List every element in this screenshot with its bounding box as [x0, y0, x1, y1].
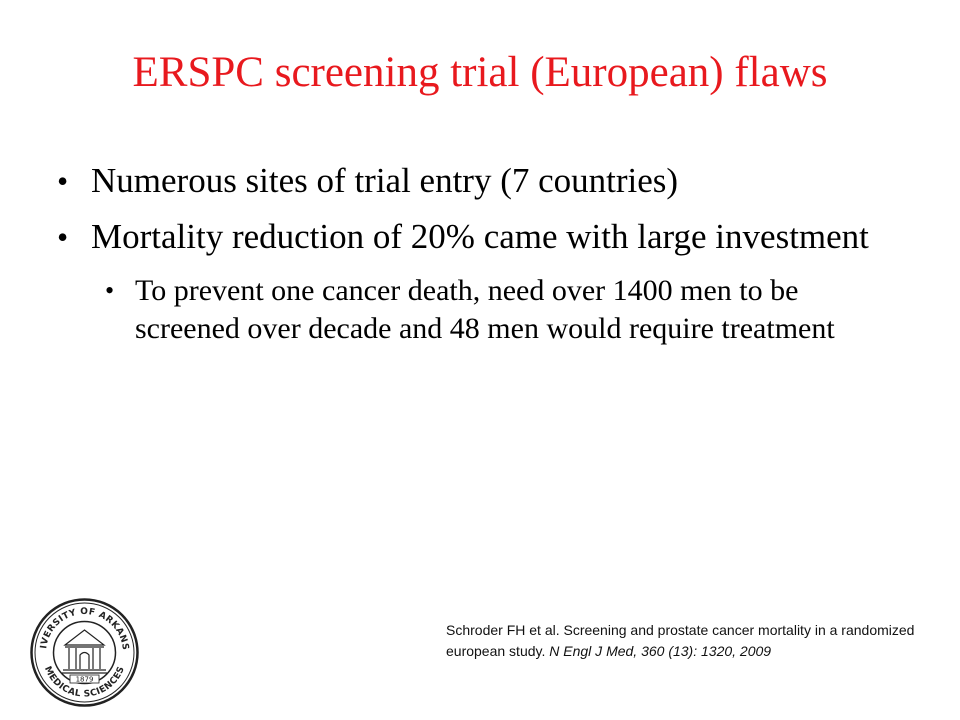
- citation-text: Schroder FH et al. Screening and prostate cancer mortality in a randomized european study.: [446, 622, 915, 659]
- bullet-text: Numerous sites of trial entry (7 countries): [91, 161, 679, 200]
- seal-bottom-text: MEDICAL SCIENCES: [42, 664, 127, 700]
- slide-title: ERSPC screening trial (European) flaws: [132, 49, 828, 96]
- citation: [446, 620, 926, 662]
- seal-year: 1879: [75, 675, 94, 684]
- bullet-item: [57, 160, 897, 202]
- sub-bullet-text: To prevent one cancer death, need over 1400 men to be screened over decade and 48 men would require treatment: [135, 274, 835, 345]
- bullet-item: [57, 216, 897, 258]
- sub-bullet-item: [105, 272, 895, 348]
- seal-top-text: IVERSITY OF ARKANS: [39, 606, 131, 651]
- bullet-text: Mortality reduction of 20% came with large investment: [91, 217, 869, 256]
- bullet-dot-icon: •: [57, 163, 69, 199]
- bullet-list: [57, 160, 897, 348]
- citation-journal: N Engl J Med, 360 (13): 1320, 2009: [549, 643, 772, 659]
- bullet-dot-icon: •: [105, 276, 115, 305]
- university-seal-icon: [29, 597, 140, 708]
- bullet-dot-icon: •: [57, 219, 69, 255]
